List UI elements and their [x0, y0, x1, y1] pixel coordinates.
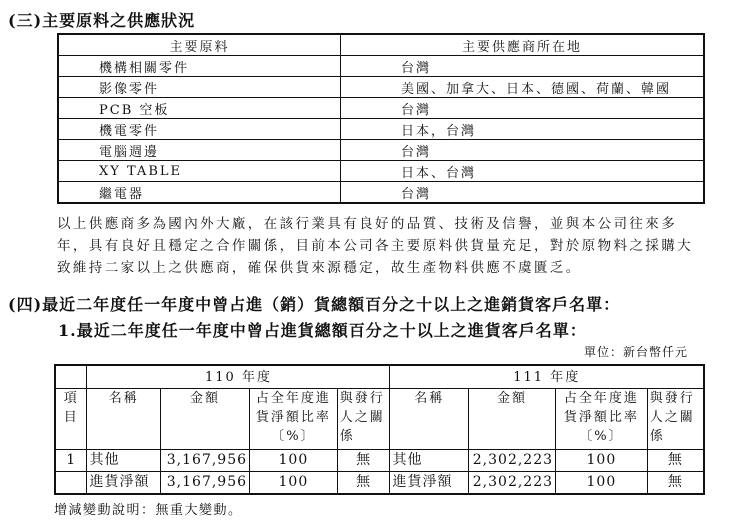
material-cell: 機構相關零件: [58, 56, 341, 77]
material-cell: PCB 空板: [58, 98, 341, 119]
ratio-cell-111: 100: [556, 472, 648, 495]
name-cell-110: 其他: [87, 450, 161, 472]
location-cell: 日本、台灣: [341, 161, 705, 182]
supply-paragraph: 以上供應商多為國內外大廠，在該行業具有良好的品質、技術及信譽，並與本公司往來多年，具有良好且穩定之合作關係，目前本公司各主要原料供貨量充足，對於原物料之採購大致維持二家以上之供應商，確保供貨來源穩定，故生產物料供應不虞匱乏。: [57, 216, 693, 276]
name-cell-111: 進貨淨額: [390, 472, 469, 495]
unit-label: 單位：新台幣仟元: [584, 345, 689, 359]
material-cell: XY TABLE: [58, 161, 341, 182]
location-cell: 台灣: [341, 56, 705, 77]
table-header-row: [58, 34, 704, 56]
header-location: 主要供應商所在地: [341, 34, 705, 56]
item-cell: 1: [55, 450, 87, 472]
table-row: [58, 77, 704, 98]
major-supplier-table: [54, 364, 705, 495]
column-header-row: [55, 389, 704, 450]
relation-cell-110: 無: [337, 450, 390, 472]
year-header-row: [55, 365, 704, 389]
section3-title: (三)主要原料之供應狀況: [8, 11, 196, 30]
year-110-header: 110 年度: [87, 365, 390, 389]
amount-header-111: 金額: [469, 389, 556, 450]
relation-header-111: 與發行人之關係: [647, 389, 704, 450]
table-row: [55, 472, 704, 495]
ratio-header-110: 占全年度進貨淨額比率〔%〕: [250, 389, 338, 450]
table-row: [58, 182, 704, 204]
ratio-cell-110: 100: [250, 472, 338, 495]
relation-cell-110: 無: [337, 472, 390, 495]
ratio-cell-110: 100: [250, 450, 338, 472]
name-cell-111: 其他: [390, 450, 469, 472]
relation-cell-111: 無: [647, 472, 704, 495]
name-header-110: 名稱: [87, 389, 161, 450]
name-cell-110: 進貨淨額: [87, 472, 161, 495]
relation-cell-111: 無: [647, 450, 704, 472]
amount-cell-111: 2,302,223: [469, 450, 556, 472]
empty-corner-cell: [55, 365, 87, 389]
location-cell: 台灣: [341, 182, 705, 204]
table-row: [55, 450, 704, 472]
item-cell: [55, 472, 87, 495]
location-cell: 台灣: [341, 98, 705, 119]
location-cell: 美國、加拿大、日本、德國、荷蘭、韓國: [341, 77, 705, 98]
raw-material-supply-table: [57, 33, 705, 204]
change-note: 增減變動說明：無重大變動。: [54, 503, 243, 518]
material-cell: 影像零件: [58, 77, 341, 98]
amount-cell-110: 3,167,956: [161, 472, 250, 495]
section4-title: (四)最近二年度任一年度中曾占進（銷）貨總額百分之十以上之進銷貨客戶名單：: [8, 295, 621, 314]
table-row: [58, 56, 704, 77]
relation-header-110: 與發行人之關係: [337, 389, 390, 450]
ratio-header-111: 占全年度進貨淨額比率〔%〕: [556, 389, 648, 450]
table-row: [58, 119, 704, 140]
material-cell: 繼電器: [58, 182, 341, 204]
ratio-cell-111: 100: [556, 450, 648, 472]
material-cell: 電腦週邊: [58, 140, 341, 161]
location-cell: 日本，台灣: [341, 119, 705, 140]
header-material: 主要原料: [58, 34, 341, 56]
amount-header-110: 金額: [161, 389, 250, 450]
table-row: [58, 161, 704, 182]
material-cell: 機電零件: [58, 119, 341, 140]
year-111-header: 111 年度: [390, 365, 704, 389]
amount-cell-110: 3,167,956: [161, 450, 250, 472]
amount-cell-111: 2,302,223: [469, 472, 556, 495]
item-header: 項目: [55, 389, 87, 450]
section4-subtitle: 1.最近二年度任一年度中曾占進貨總額百分之十以上之進貨客戶名單：: [58, 321, 587, 340]
table-row: [58, 98, 704, 119]
location-cell: 台灣: [341, 140, 705, 161]
name-header-111: 名稱: [390, 389, 469, 450]
table-row: [58, 140, 704, 161]
